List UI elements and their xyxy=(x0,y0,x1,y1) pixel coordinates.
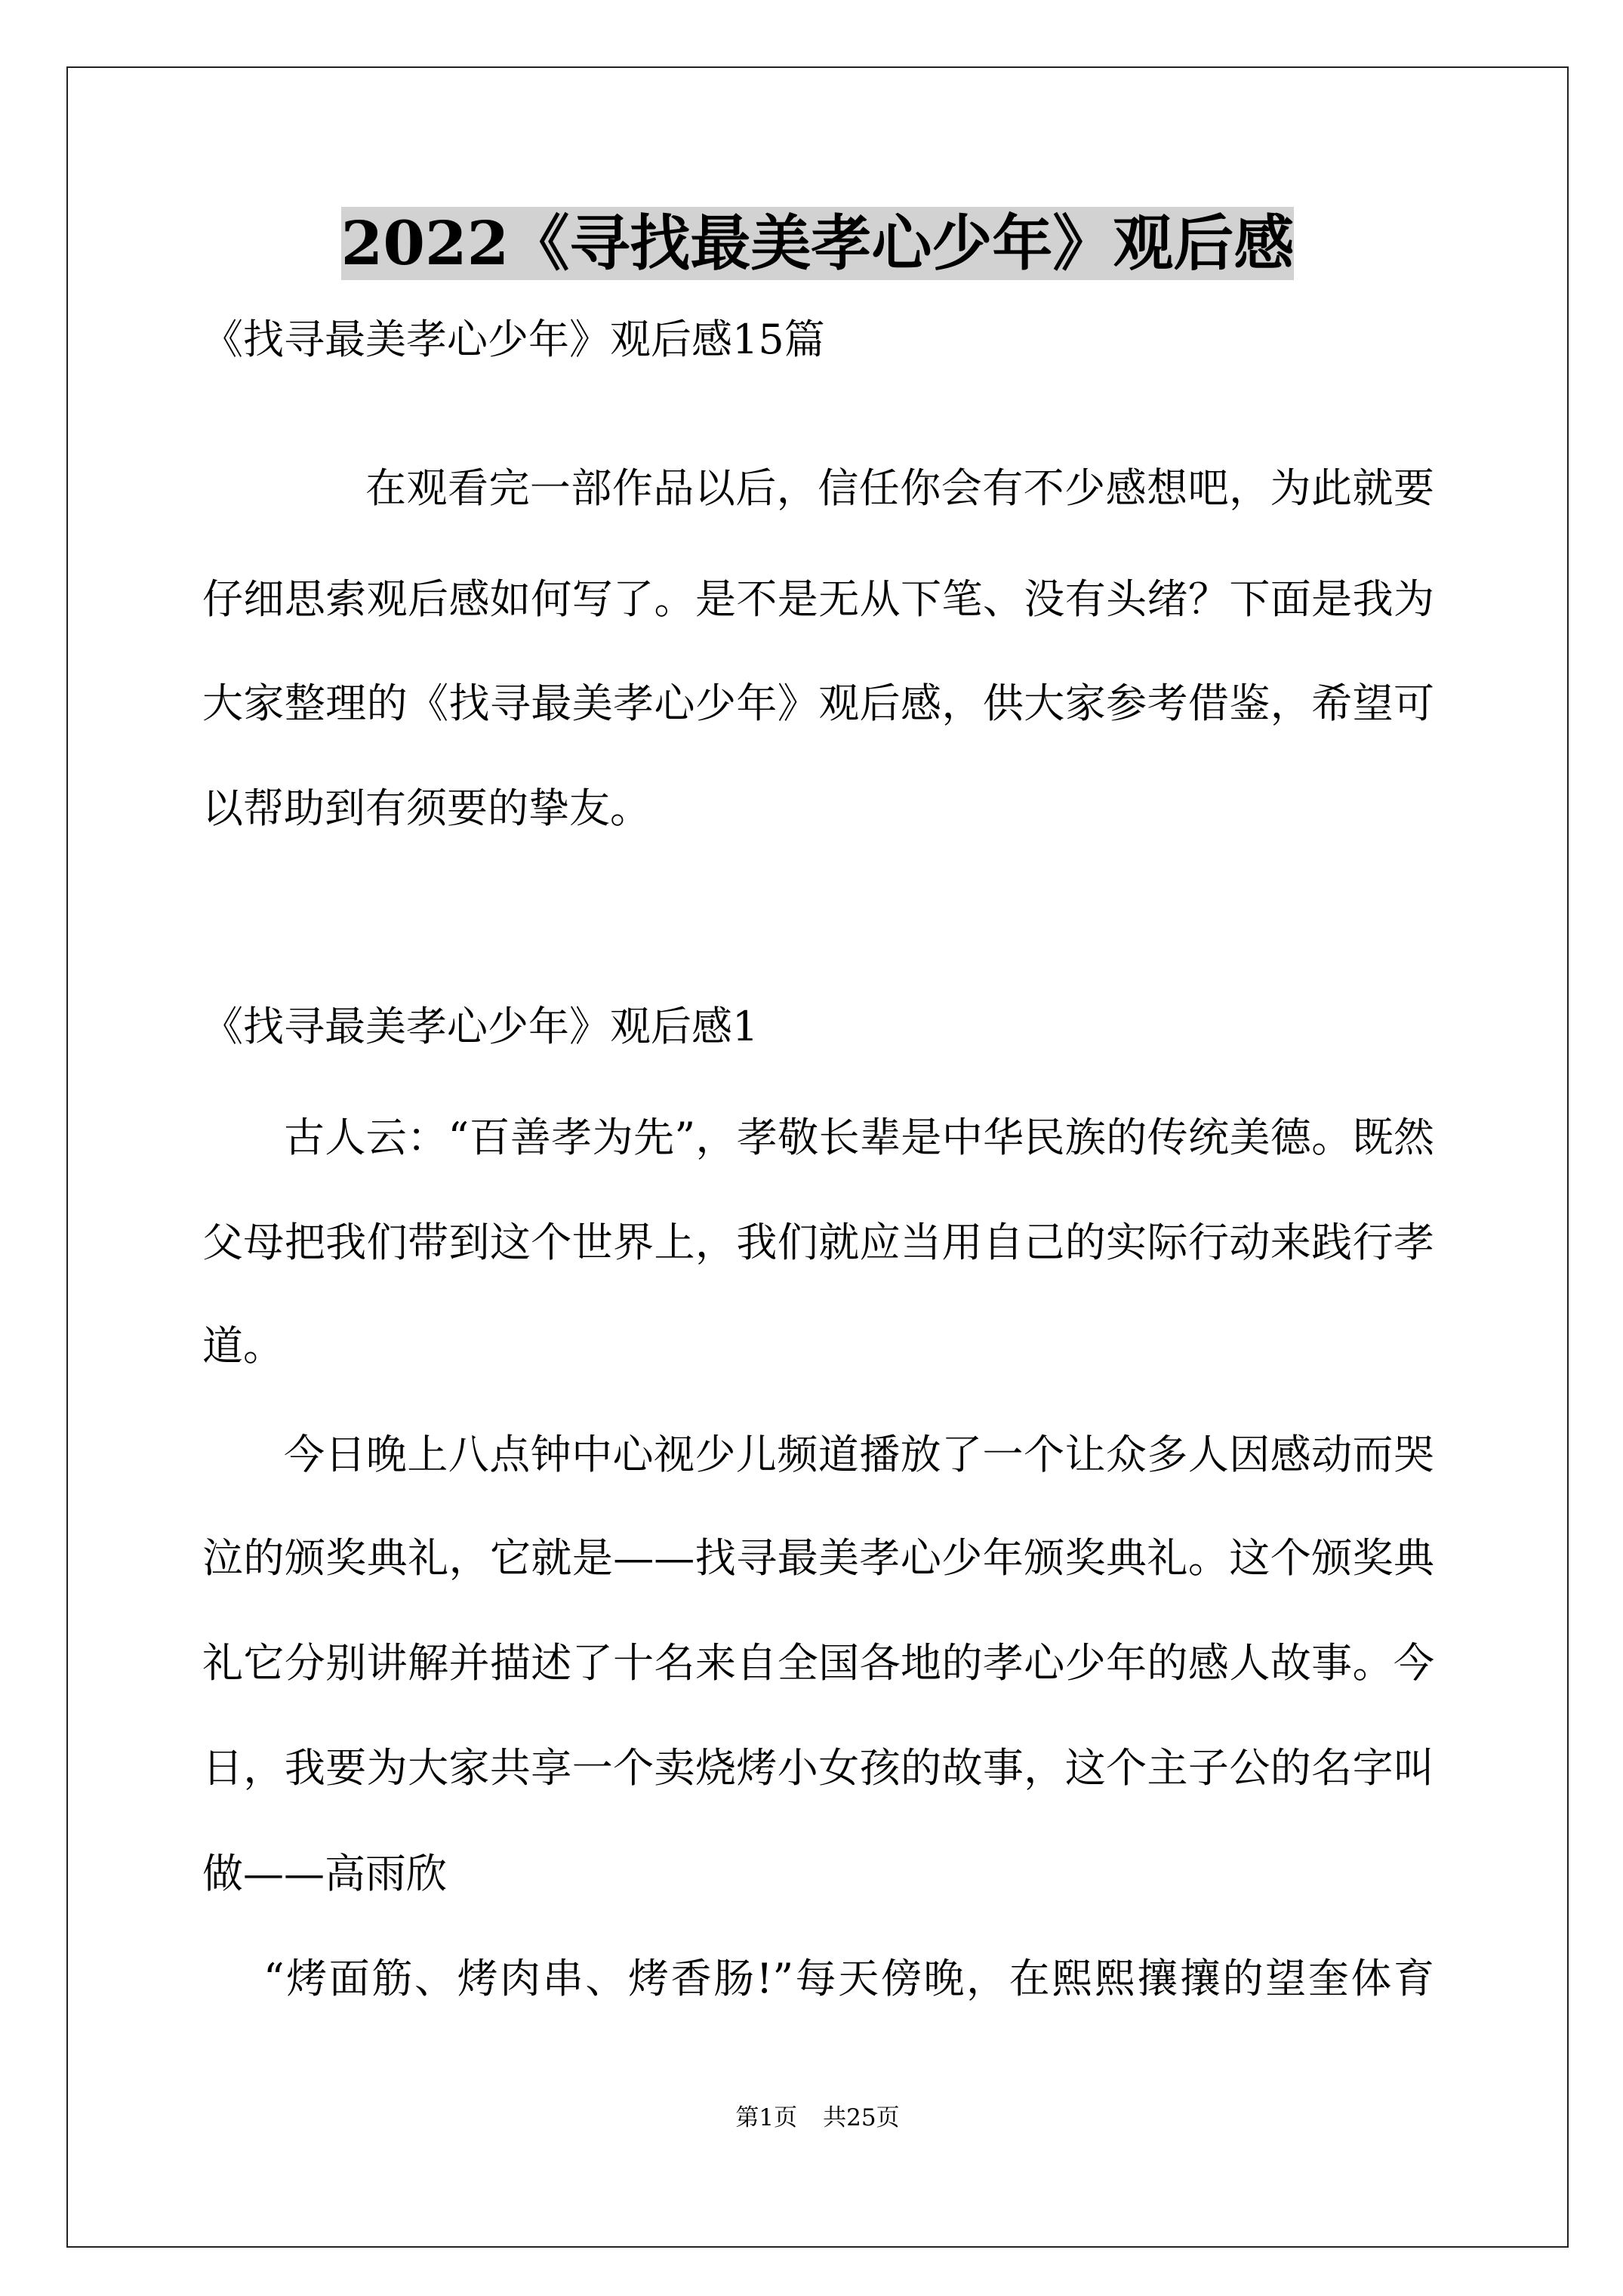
paragraph-line: 父母把我们带到这个世界上，我们就应当用自己的实际行动来践行孝 xyxy=(202,1219,1434,1266)
document-title: 2022《寻找最美孝心少年》观后感 xyxy=(340,208,1295,279)
page-total: 共25页 xyxy=(823,2104,900,2131)
document-subtitle: 《找寻最美孝心少年》观后感15篇 xyxy=(202,316,825,363)
paragraph-line: 泣的颁奖典礼，它就是——找寻最美孝心少年颁奖典礼。这个颁奖典 xyxy=(202,1534,1434,1582)
paragraph-line: 礼它分别讲解并描述了十名来自全国各地的孝心少年的感人故事。今 xyxy=(202,1639,1434,1687)
paragraph-line: 做——高雨欣 xyxy=(202,1850,447,1897)
paragraph-line: 古人云：“百善孝为先”，孝敬长辈是中华民族的传统美德。既然 xyxy=(284,1114,1434,1161)
paragraph-line: 日，我要为大家共享一个卖烧烤小女孩的故事，这个主子公的名字叫 xyxy=(202,1744,1434,1792)
document-body xyxy=(202,0,1434,2296)
section-heading: 《找寻最美孝心少年》观后感1 xyxy=(202,1003,759,1050)
intro-line: 以帮助到有须要的挚友。 xyxy=(202,784,651,832)
intro-line: 大家整理的《找寻最美孝心少年》观后感，供大家参考借鉴，希望可 xyxy=(202,680,1434,727)
paragraph-line: 今日晚上八点钟中心视少儿频道播放了一个让众多人因感动而哭 xyxy=(284,1431,1434,1478)
page-number: 第1页 xyxy=(735,2104,798,2131)
intro-line: 仔细思索观后感如何写了。是不是无从下笔、没有头绪？下面是我为 xyxy=(202,575,1434,623)
page-footer xyxy=(66,2103,1569,2133)
intro-line: 在观看完一部作品以后，信任你会有不少感想吧，为此就要 xyxy=(365,464,1434,512)
paragraph-line: “烤面筋、烤肉串、烤香肠!”每天傍晚，在熙熙攘攘的望奎体育 xyxy=(263,1955,1434,2002)
paragraph-line: 道。 xyxy=(202,1322,284,1370)
